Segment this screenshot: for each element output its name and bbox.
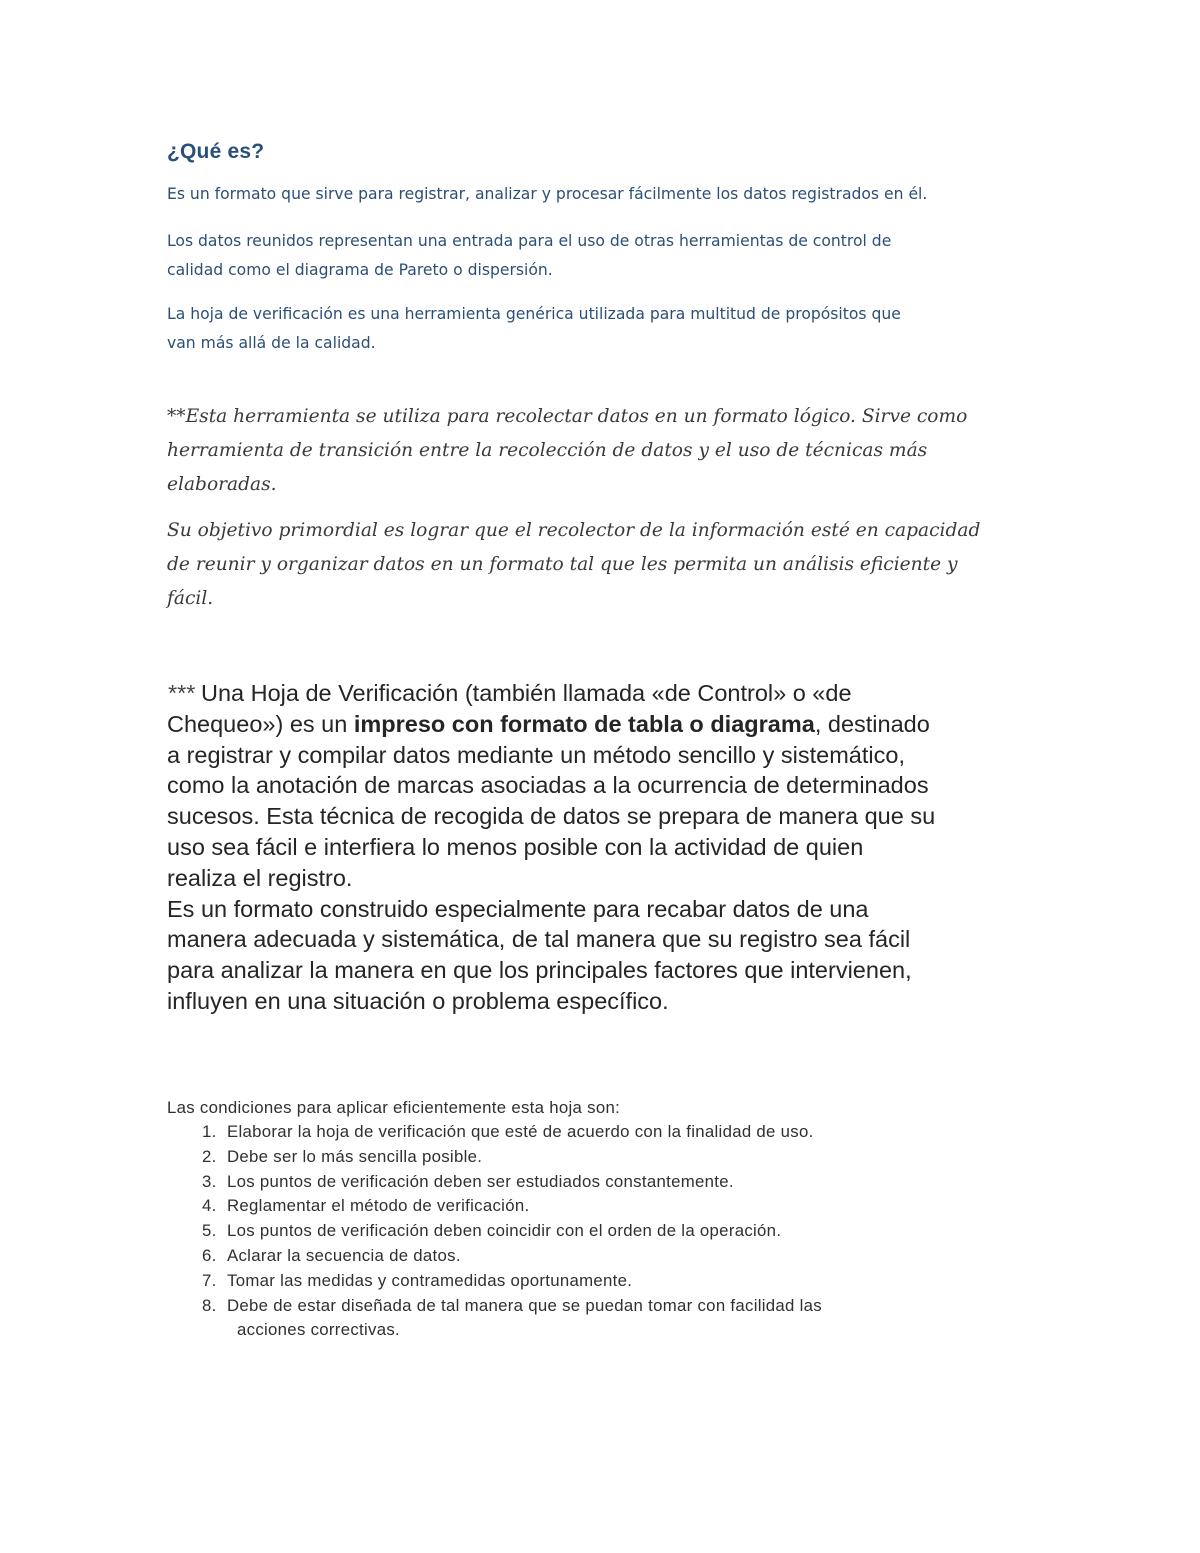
paragraph-line: manera adecuada y sistemática, de tal manera que su registro sea fácil — [167, 926, 911, 953]
item-text: Los puntos de verificación deben ser estudiados constantemente. — [227, 1171, 734, 1191]
conditions-intro: Las condiciones para aplicar eficientemente esta hoja son: — [167, 1098, 621, 1117]
definition-paragraph — [167, 678, 1047, 1017]
item-text: Debe ser lo más sencilla posible. — [227, 1146, 483, 1166]
item-text: Los puntos de verificación deben coincidir con el orden de la operación. — [227, 1221, 782, 1241]
paragraph-line: como la anotación de marcas asociadas a la ocurrencia de determinados — [167, 772, 929, 799]
paragraph-line: de reunir y organizar datos en un formato tal que les permita un análisis eficiente y — [167, 554, 958, 575]
paragraph-line: **Esta herramienta se utiliza para recolectar datos en un formato lógico. Sirve como — [167, 406, 968, 427]
item-number: 3. — [202, 1171, 217, 1191]
list-item — [167, 1269, 1047, 1294]
item-text: Reglamentar el método de verificación. — [227, 1196, 530, 1216]
paragraph-line: para analizar la manera en que los principales factores que intervienen, — [167, 957, 912, 984]
item-text: Tomar las medidas y contramedidas oportunamente. — [227, 1270, 633, 1290]
paragraph-line: Su objetivo primordial es lograr que el recolector de la información esté en capacidad — [167, 520, 981, 541]
list-item — [167, 1145, 1047, 1170]
paragraph-line — [167, 678, 1047, 709]
paragraph-line: La hoja de verificación es una herramienta genérica utilizada para multitud de propósitos que — [167, 305, 901, 323]
paragraph-line: a registrar y compilar datos mediante un método sencillo y sistemático, — [167, 741, 905, 768]
conditions-section — [167, 1096, 1047, 1343]
intro-paragraph — [167, 180, 1047, 209]
item-text: Elaborar la hoja de verificación que esté de acuerdo con la finalidad de uso. — [227, 1122, 814, 1141]
item-number: 7. — [202, 1270, 217, 1290]
line-text: Chequeo») es un — [167, 710, 354, 737]
paragraph-line — [167, 709, 1047, 740]
item-number: 1. — [202, 1122, 217, 1141]
paragraph-line: uso sea fácil e interfiera lo menos posible con la actividad de quien — [167, 833, 864, 860]
item-number: 8. — [202, 1295, 217, 1315]
conditions-list — [167, 1120, 1047, 1343]
paragraph-line: van más allá de la calidad. — [167, 334, 376, 352]
stars-marker: *** — [167, 680, 195, 706]
intro-paragraph — [167, 227, 1047, 285]
item-number: 6. — [202, 1245, 217, 1265]
item-number: 5. — [202, 1221, 217, 1241]
paragraph-line: realiza el registro. — [167, 864, 353, 891]
intro-paragraph — [167, 300, 1047, 358]
paragraph-line: sucesos. Esta técnica de recogida de datos se prepara de manera que su — [167, 803, 936, 830]
list-item — [167, 1244, 1047, 1269]
paragraph-line: Es un formato que sirve para registrar, analizar y procesar fácilmente los datos registrados en él. — [167, 185, 928, 203]
line-text: Una Hoja de Verificación (también llamada «de Control» o «de — [194, 680, 852, 706]
paragraph-line: herramienta de transición entre la recolección de datos y el uso de técnicas más — [167, 440, 928, 461]
list-item — [167, 1170, 1047, 1195]
item-number: 4. — [202, 1196, 217, 1216]
item-text: Aclarar la secuencia de datos. — [227, 1245, 461, 1265]
paragraph-line: Es un formato construido especialmente para recabar datos de una — [167, 895, 869, 922]
page-title: ¿Qué es? — [167, 140, 265, 163]
paragraph-line: Los datos reunidos representan una entrada para el uso de otras herramientas de control de — [167, 232, 892, 250]
paragraph-line: fácil. — [167, 588, 214, 609]
paragraph-line: elaboradas. — [167, 474, 277, 495]
line-text: , destinado — [814, 710, 930, 737]
paragraph-line: calidad como el diagrama de Pareto o dispersión. — [167, 261, 553, 279]
italic-paragraph — [167, 514, 1067, 616]
list-item — [167, 1194, 1047, 1219]
list-item — [167, 1219, 1047, 1244]
bold-phrase: impreso con formato de tabla o diagrama — [353, 710, 815, 737]
item-number: 2. — [202, 1146, 217, 1166]
list-item — [167, 1120, 1047, 1145]
item-text: Debe de estar diseñada de tal manera que se puedan tomar con facilidad las — [227, 1295, 822, 1315]
paragraph-line: influyen en una situación o problema específico. — [167, 987, 669, 1014]
list-item — [167, 1294, 1047, 1344]
italic-paragraph — [167, 400, 1067, 502]
item-continuation: acciones correctivas. — [237, 1320, 400, 1340]
